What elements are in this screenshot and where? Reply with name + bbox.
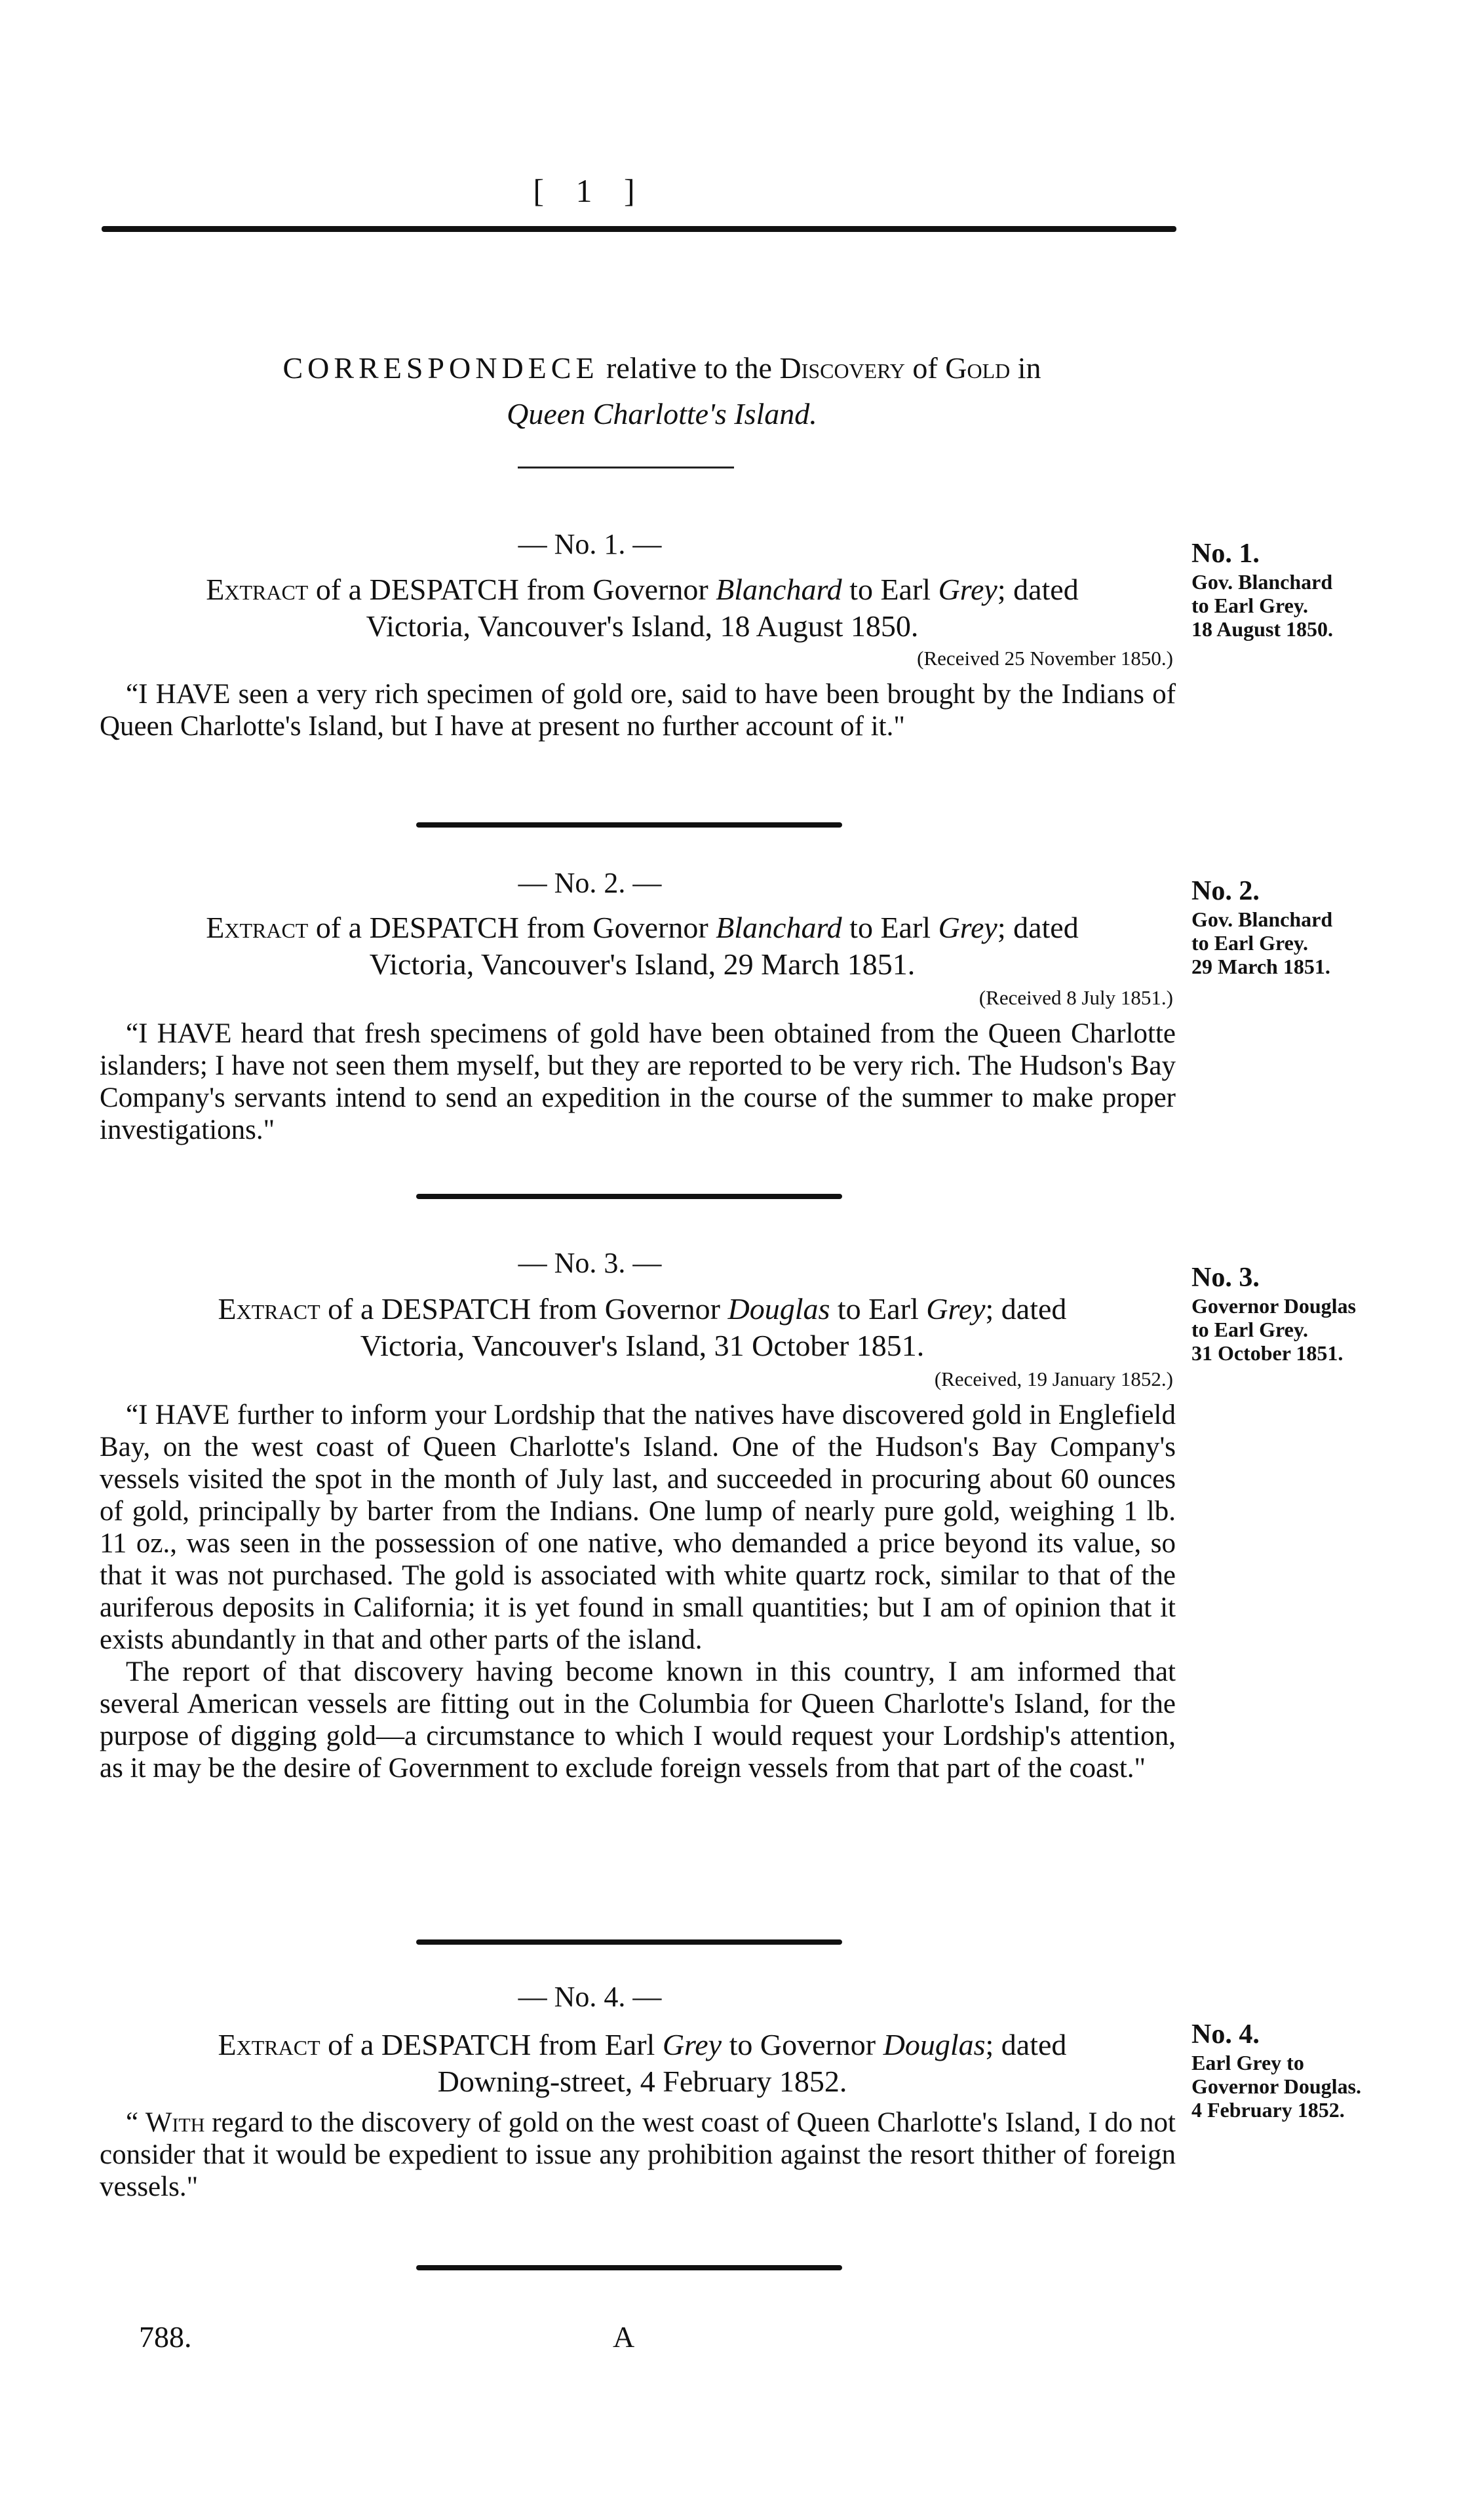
paragraph-text: seen a very rich specimen of gold ore, said to have been brought by the Indians of Queen Charlotte's Island, but I have at present no further account of it." (100, 679, 1176, 742)
letter-number: — No. 3. — (518, 1247, 662, 1279)
heading-text: of a DESPATCH from Governor (315, 911, 708, 944)
heading-place-date: Victoria, Vancouver's Island, 31 October 1851. (360, 1329, 925, 1362)
document-subtitle: Queen Charlotte's Island. (507, 397, 817, 430)
heading-text: of a DESPATCH from Governor (328, 1292, 720, 1326)
letter-heading (105, 571, 1180, 645)
margin-line: Earl Grey to (1191, 2051, 1304, 2074)
margin-line: to Earl Grey. (1191, 1318, 1309, 1341)
heading-text: ; dated (997, 911, 1079, 944)
letter-heading (105, 1291, 1180, 1364)
letter-heading (105, 909, 1180, 983)
heading-text: to Governor (729, 2028, 876, 2061)
margin-line: to Earl Grey. (1191, 931, 1309, 955)
heading-text: to Earl (837, 1292, 919, 1326)
letter-heading (105, 2027, 1180, 2100)
received-date: (Received 25 November 1850.) (917, 647, 1173, 670)
recipient-name: Grey (938, 573, 997, 606)
margin-number: No. 4. (1191, 2019, 1260, 2050)
margin-line: Gov. Blanchard (1191, 907, 1333, 931)
heading-text: ; dated (985, 1292, 1067, 1326)
lead-word: With (145, 2107, 205, 2138)
received-date: (Received 8 July 1851.) (978, 986, 1173, 1009)
margin-line: 18 August 1850. (1191, 617, 1334, 641)
body-paragraph: “I HAVE seen a very rich specimen of gold ore, said to have been brought by the Indians of Queen Charlotte's Island, but I have at present no further account of it." (100, 679, 1176, 742)
title-relative: relative to the (606, 351, 772, 385)
document-title (131, 351, 1193, 385)
recipient-name: Grey (926, 1292, 986, 1326)
heading-text: to Earl (849, 911, 931, 944)
margin-line: 4 February 1852. (1191, 2098, 1345, 2122)
title-in: in (1017, 351, 1041, 385)
recipient-name: Grey (938, 911, 997, 944)
heading-place-date: Victoria, Vancouver's Island, 29 March 1851. (369, 947, 916, 981)
footer-signature-mark: A (613, 2320, 635, 2354)
margin-line: Gov. Blanchard (1191, 570, 1333, 594)
section-rule (416, 822, 842, 828)
margin-line: Governor Douglas (1191, 1294, 1356, 1318)
letter-body (100, 678, 1176, 742)
recipient-name: Douglas (883, 2028, 986, 2061)
title-rule (518, 467, 734, 468)
margin-line: 29 March 1851. (1191, 955, 1330, 978)
heading-text: ; dated (997, 573, 1079, 606)
margin-number: No. 2. (1191, 876, 1260, 906)
body-paragraph: “I HAVE heard that fresh specimens of gold have been obtained from the Queen Charlotte islanders; I have not seen them myself, but they are reported to be very rich. The Hudson's Bay Company's servants intend to send an expedition in the course of the summer to make proper investigations." (100, 1018, 1176, 1145)
body-paragraph: “ With regard to the discovery of gold on the west coast of Queen Charlotte's Island, I do not consider that it would be expedient to issue any prohibition against the resort thither of foreign vessels." (100, 2107, 1176, 2202)
sender-name: Grey (662, 2028, 722, 2061)
letter-body (100, 1399, 1176, 1784)
title-discovery: Discovery (779, 351, 905, 385)
paragraph-text: further to inform your Lordship that the natives have discovered gold in Englefield Bay, on the west coast of Queen Charlotte's Island. One of the Hudson's Bay Company's vessels visited the spot in the month of July last, and succeeded in procuring about 60 ounces of gold, principally by barter from the Indians. One lump of nearly pure gold, weighing 1 lb. 11 oz., was seen in the possession of one native, who demanded a price beyond its value, so that it was not purchased. The gold is associated with white quartz rock, similar to that of the auriferous deposits in California; it is yet found in small quantities; but I am of opinion that it exists abundantly in that and other parts of the island. (100, 1400, 1176, 1655)
letter-number: — No. 1. — (518, 528, 662, 560)
heading-text: ; dated (985, 2028, 1067, 2061)
letter-number: — No. 2. — (518, 867, 662, 899)
sender-name: Blanchard (716, 911, 842, 944)
extract-label: Extract (206, 573, 309, 606)
letter-number: — No. 4. — (518, 1981, 662, 2013)
section-rule (416, 2265, 842, 2270)
extract-label: Extract (218, 2028, 320, 2061)
heading-text: of a DESPATCH from Governor (315, 573, 708, 606)
margin-number: No. 1. (1191, 539, 1260, 569)
received-date: (Received, 19 January 1852.) (934, 1367, 1173, 1390)
top-rule (102, 226, 1176, 232)
lead-word: HAVE (157, 1018, 232, 1049)
heading-place-date: Victoria, Vancouver's Island, 18 August 1850. (366, 609, 919, 643)
sender-name: Blanchard (716, 573, 842, 606)
paragraph-text: heard that fresh specimens of gold have been obtained from the Queen Charlotte islanders; I have not seen them myself, but they are reported to be very rich. The Hudson's Bay Company's servants intend to send an expedition in the course of the summer to make proper investigations." (100, 1018, 1176, 1145)
margin-number: No. 3. (1191, 1263, 1260, 1293)
margin-line: 31 October 1851. (1191, 1341, 1344, 1365)
heading-text: to Earl (849, 573, 931, 606)
footer-print-number: 788. (139, 2320, 192, 2354)
letter-body (100, 1018, 1176, 1146)
heading-place-date: Downing-street, 4 February 1852. (437, 2065, 847, 2098)
section-rule (416, 1194, 842, 1199)
page-number: [ 1 ] (533, 172, 647, 209)
section-rule (416, 1939, 842, 1945)
paragraph-text: regard to the discovery of gold on the west coast of Queen Charlotte's Island, I do not consider that it would be expedient to issue any prohibition against the resort thither of foreign vessels." (100, 2107, 1176, 2202)
title-of: of (912, 351, 938, 385)
lead-word: HAVE (155, 679, 231, 710)
margin-note (1191, 875, 1441, 978)
extract-label: Extract (206, 911, 309, 944)
margin-line: Governor Douglas. (1191, 2074, 1361, 2098)
heading-text: of a DESPATCH from Earl (328, 2028, 655, 2061)
margin-note (1191, 537, 1441, 641)
extract-label: Extract (218, 1292, 320, 1326)
sender-name: Douglas (727, 1292, 830, 1326)
margin-note (1191, 2018, 1441, 2122)
title-correspondence: CORRESPONDECE (282, 351, 599, 385)
body-paragraph: “I HAVE further to inform your Lordship that the natives have discovered gold in Englefield Bay, on the west coast of Queen Charlotte's Island. One of the Hudson's Bay Company's vessels visited the spot in the month of July last, and succeeded in procuring about 60 ounces of gold, principally by barter from the Indians. One lump of nearly pure gold, weighing 1 lb. 11 oz., was seen in the possession of one native, who demanded a price beyond its value, so that it was not purchased. The gold is associated with white quartz rock, similar to that of the auriferous deposits in California; it is yet found in small quantities; but I am of opinion that it exists abundantly in that and other parts of the island. (100, 1400, 1176, 1655)
margin-note (1191, 1261, 1441, 1365)
margin-line: to Earl Grey. (1191, 594, 1309, 617)
title-gold: Gold (945, 351, 1011, 385)
letter-body (100, 2107, 1176, 2203)
body-paragraph: The report of that discovery having become known in this country, I am informed that several American vessels are fitting out in the Columbia for Queen Charlotte's Island, for the purpose of digging gold—a circumstance to which I would request your Lordship's attention, as it may be the desire of Government to exclude foreign vessels from that part of the coast." (100, 1656, 1176, 1784)
lead-word: HAVE (155, 1400, 230, 1430)
